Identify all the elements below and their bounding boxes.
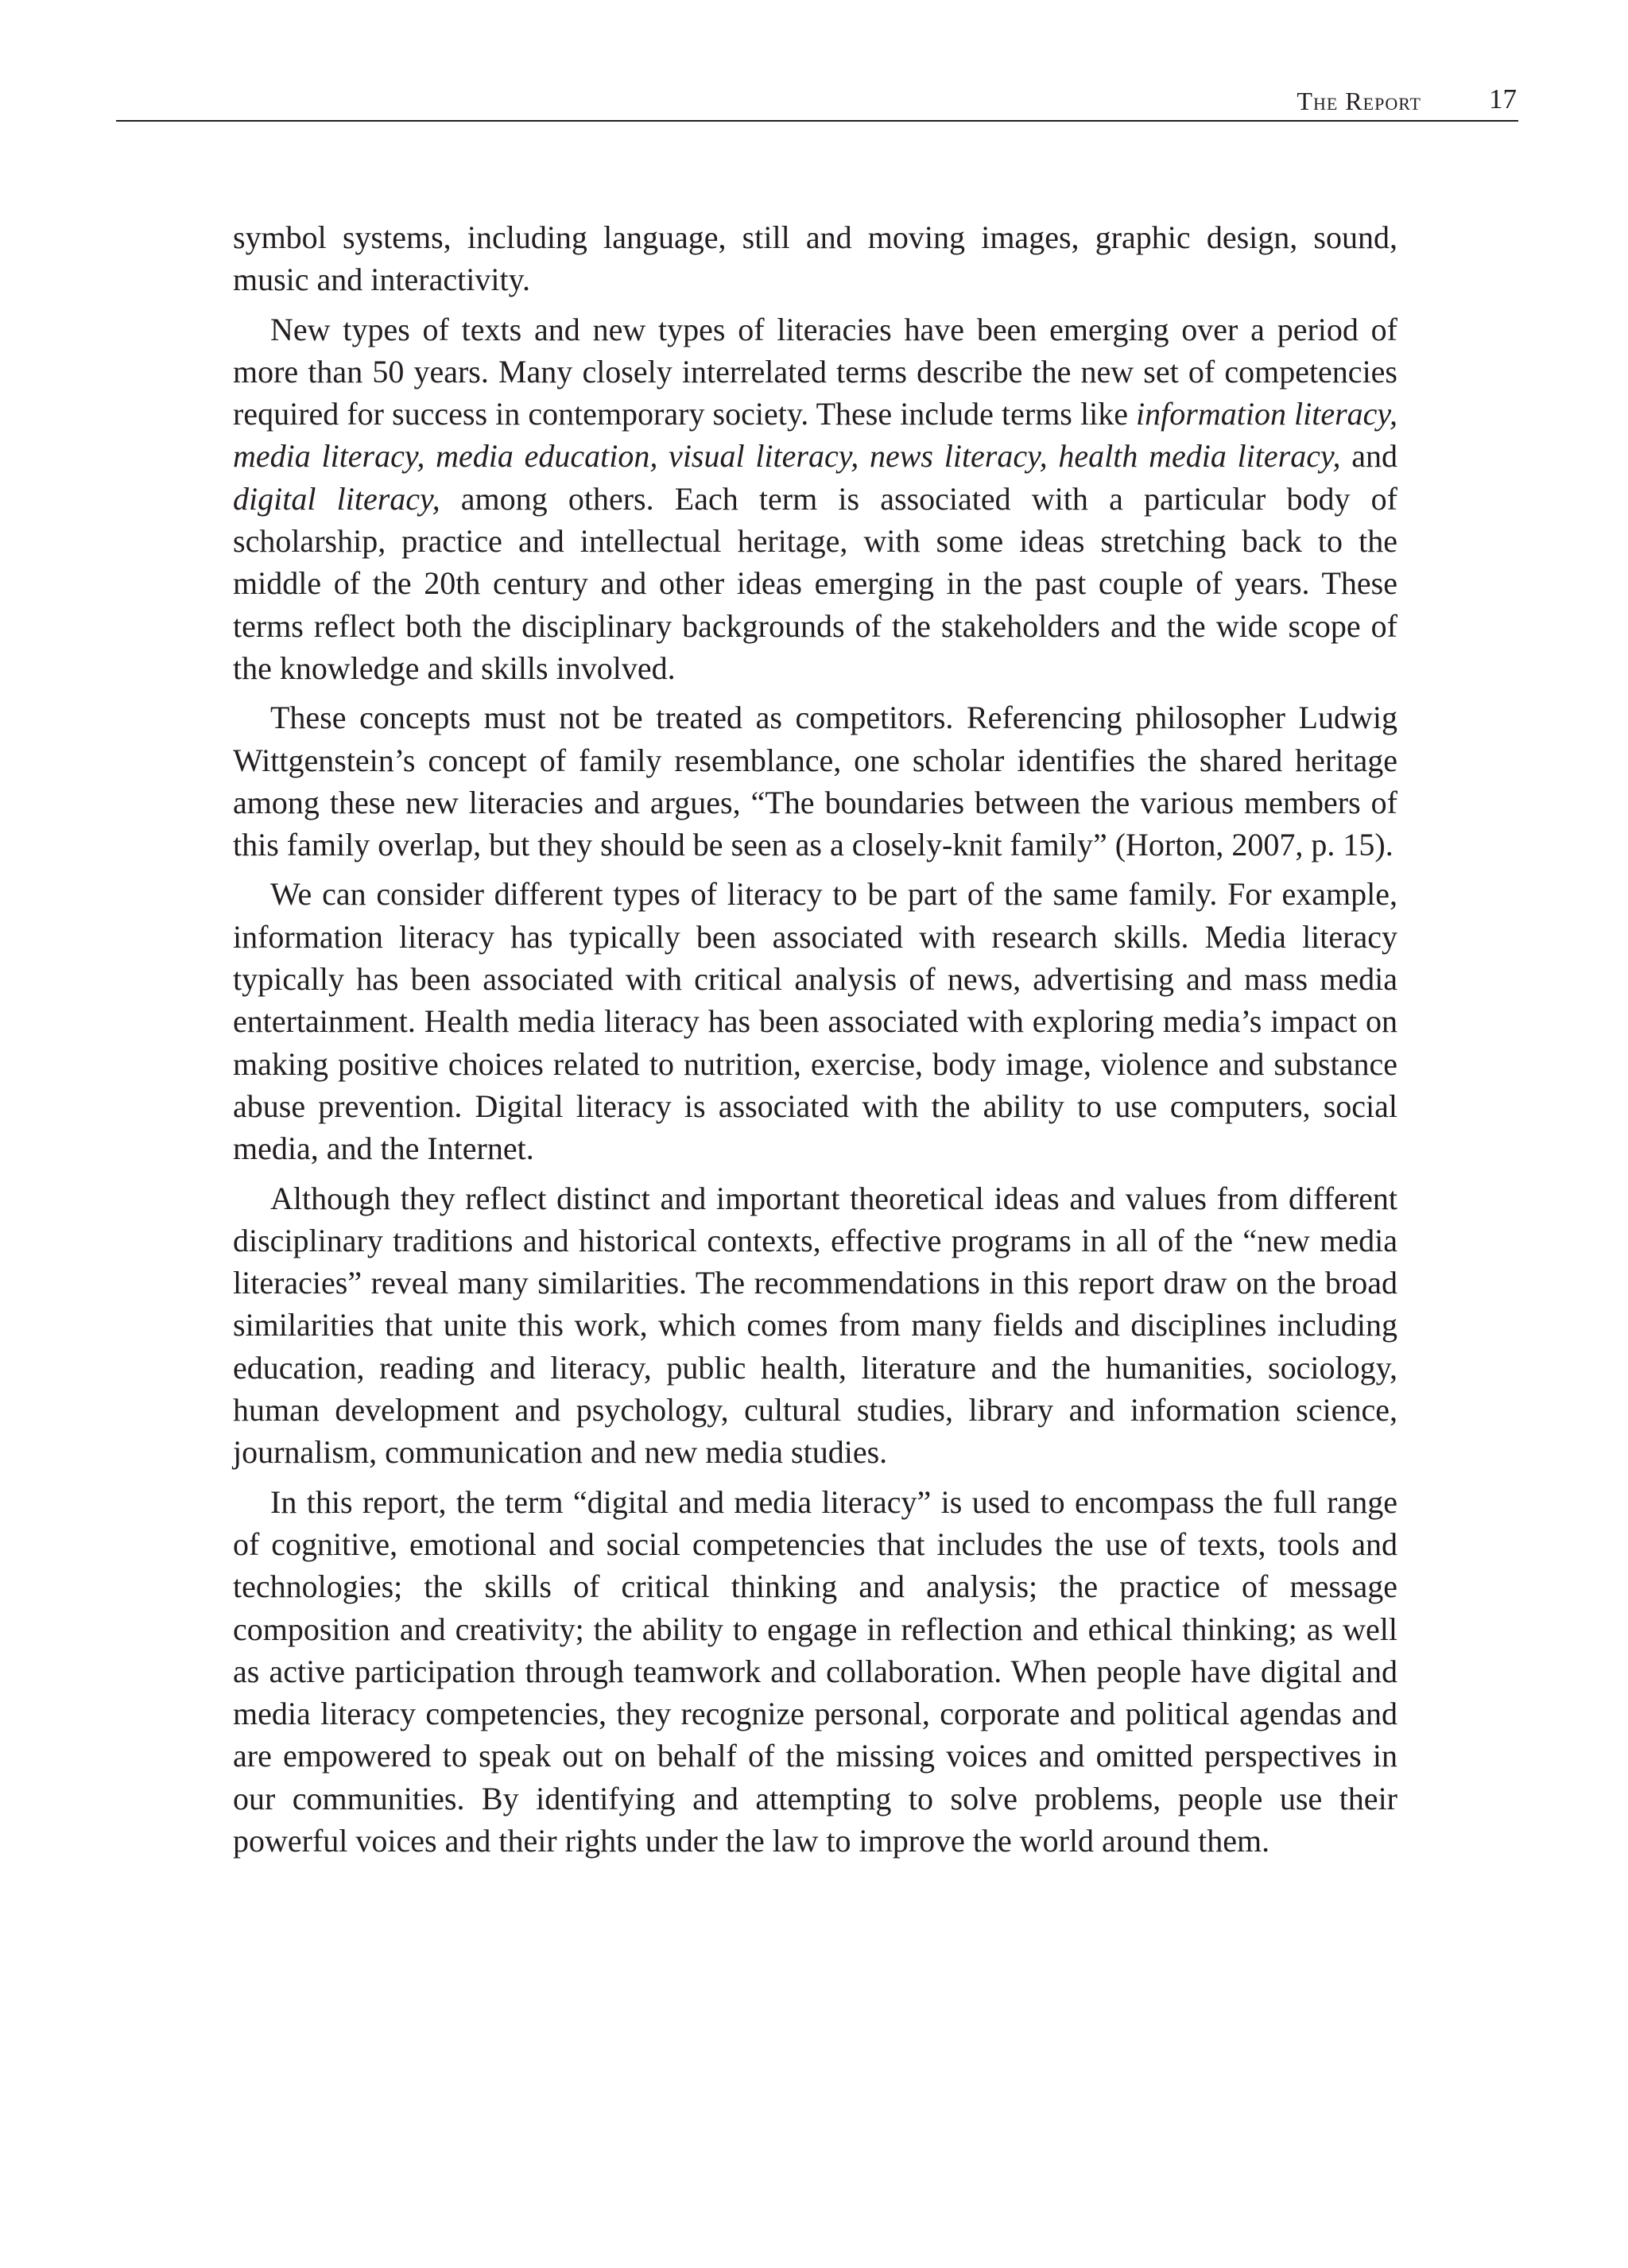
text-run: symbol systems, including language, still and moving images, graphic design, sound, music and interactivity. [233,219,1397,298]
text-run: among others. Each term is associated with a particular body of scholarship, practice and intellectual heritage, with some ideas stretching back to the middle of the 20th century and other ideas emerging in the past couple of years. These terms reflect both the disciplinary backgrounds of the stakeholders and the wide scope of the knowledge and skills involved. [233,480,1397,686]
running-title: The Report [1297,87,1421,115]
text-run: In this report, the term “digital and media literacy” is used to encompass the full range of cognitive, emotional and social competencies that includes the use of texts, tools and technologies; the skills of critical thinking and analysis; the practice of message composition and creativity; the ability to engage in reflection and ethical thinking; as well as active participation through teamwork and collaboration. When people have digital and media literacy competencies, they recognize personal, corporate and political agendas and are empowered to speak out on behalf of the missing voices and omitted perspectives in our communities. By identifying and attempting to solve problems, people use their powerful voices and their rights under the law to improve the world around them. [233,1483,1397,1859]
text-run: Although they reflect distinct and important theoretical ideas and values from different disciplinary traditions and historical contexts, effective programs in all of the “new media literacies” reveal many similarities. The recommendations in this report draw on the broad similarities that unite this work, which comes from many fields and disciplines including education, reading and literacy, public health, literature and the humanities, sociology, human development and psychology, cultural studies, library and information science, journalism, communication and new media studies. [233,1180,1397,1471]
paragraph [233,1177,1397,1474]
page-number: 17 [1489,83,1517,114]
paragraph [233,308,1397,690]
paragraph [233,696,1397,866]
text-run: These concepts must not be treated as competitors. Referencing philosopher Ludwig Wittgenstein’s concept of family resemblance, one scholar identifies the shared heritage among these new literacies and argues, “The boundaries between the various members of this family overlap, but they should be seen as a closely-knit family” (Horton, 2007, p. 15). [233,700,1397,863]
italic-text-run: information literacy, media literacy, media education, visual literacy, news literacy, health media literacy, [233,396,1397,475]
paragraph [233,1481,1397,1863]
running-head [116,82,1518,122]
italic-text-run: digital literacy, [233,480,440,517]
paragraph [233,873,1397,1169]
body-text [233,216,1397,1869]
text-run: and [1340,438,1397,475]
paragraph [233,216,1397,301]
text-run: New types of texts and new types of literacies have been emerging over a period of more than 50 years. Many closely interrelated terms describe the new set of competencies required for success in contemporary society. These include terms like [233,311,1397,432]
text-run: We can consider different types of literacy to be part of the same family. For example, information literacy has typically been associated with research skills. Media literacy typically has been associated with critical analysis of news, advertising and mass media entertainment. Health media literacy has been associated with exploring media’s impact on making positive choices related to nutrition, exercise, body image, violence and substance abuse prevention. Digital literacy is associated with the ability to use computers, social media, and the Internet. [233,876,1397,1167]
